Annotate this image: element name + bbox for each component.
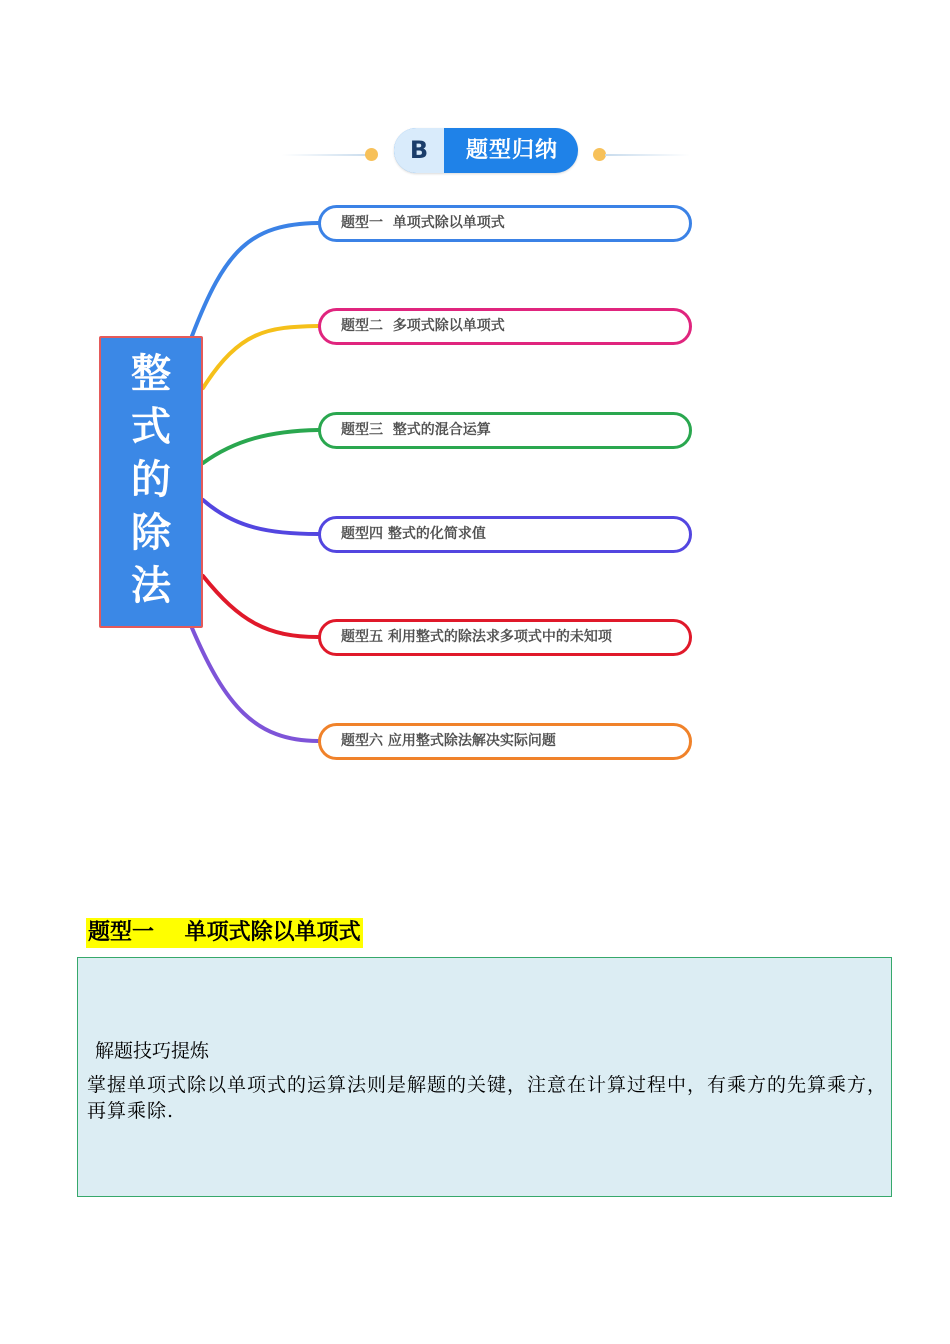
branch-type-2[interactable]: 题型二 多项式除以单项式 xyxy=(318,308,692,345)
connector-branch-6 xyxy=(192,628,318,741)
connector-branch-1 xyxy=(192,223,318,336)
section-title: 题型一 单项式除以单项式 xyxy=(86,918,363,948)
tip-body: 掌握单项式除以单项式的运算法则是解题的关键，注意在计算过程中，有乘方的先算乘方，再算乘除. xyxy=(87,1074,888,1122)
mindmap-center-topic xyxy=(99,336,203,628)
center-topic-char: 整 xyxy=(131,351,171,397)
connector-branch-4 xyxy=(203,500,318,534)
connector-branch-3 xyxy=(203,430,318,463)
connector-branch-5 xyxy=(203,576,318,637)
center-topic-char: 式 xyxy=(131,404,171,450)
connector-branch-2 xyxy=(203,326,318,388)
badge-title: 题型归纳 xyxy=(465,138,558,163)
center-topic-char: 的 xyxy=(131,457,171,503)
branch-type-4[interactable]: 题型四 整式的化简求值 xyxy=(318,516,692,553)
tip-heading: 解题技巧提炼 xyxy=(95,1040,210,1062)
center-topic-text xyxy=(101,348,201,613)
tip-box xyxy=(77,957,892,1197)
center-topic-char: 法 xyxy=(131,563,171,609)
branch-type-3[interactable]: 题型三 整式的混合运算 xyxy=(318,412,692,449)
center-topic-char: 除 xyxy=(131,510,171,556)
branch-type-6[interactable]: 题型六 应用整式除法解决实际问题 xyxy=(318,723,692,760)
badge-letter: B xyxy=(394,128,444,173)
branch-type-1[interactable]: 题型一 单项式除以单项式 xyxy=(318,205,692,242)
branch-type-5[interactable]: 题型五 利用整式的除法求多项式中的未知项 xyxy=(318,619,692,656)
